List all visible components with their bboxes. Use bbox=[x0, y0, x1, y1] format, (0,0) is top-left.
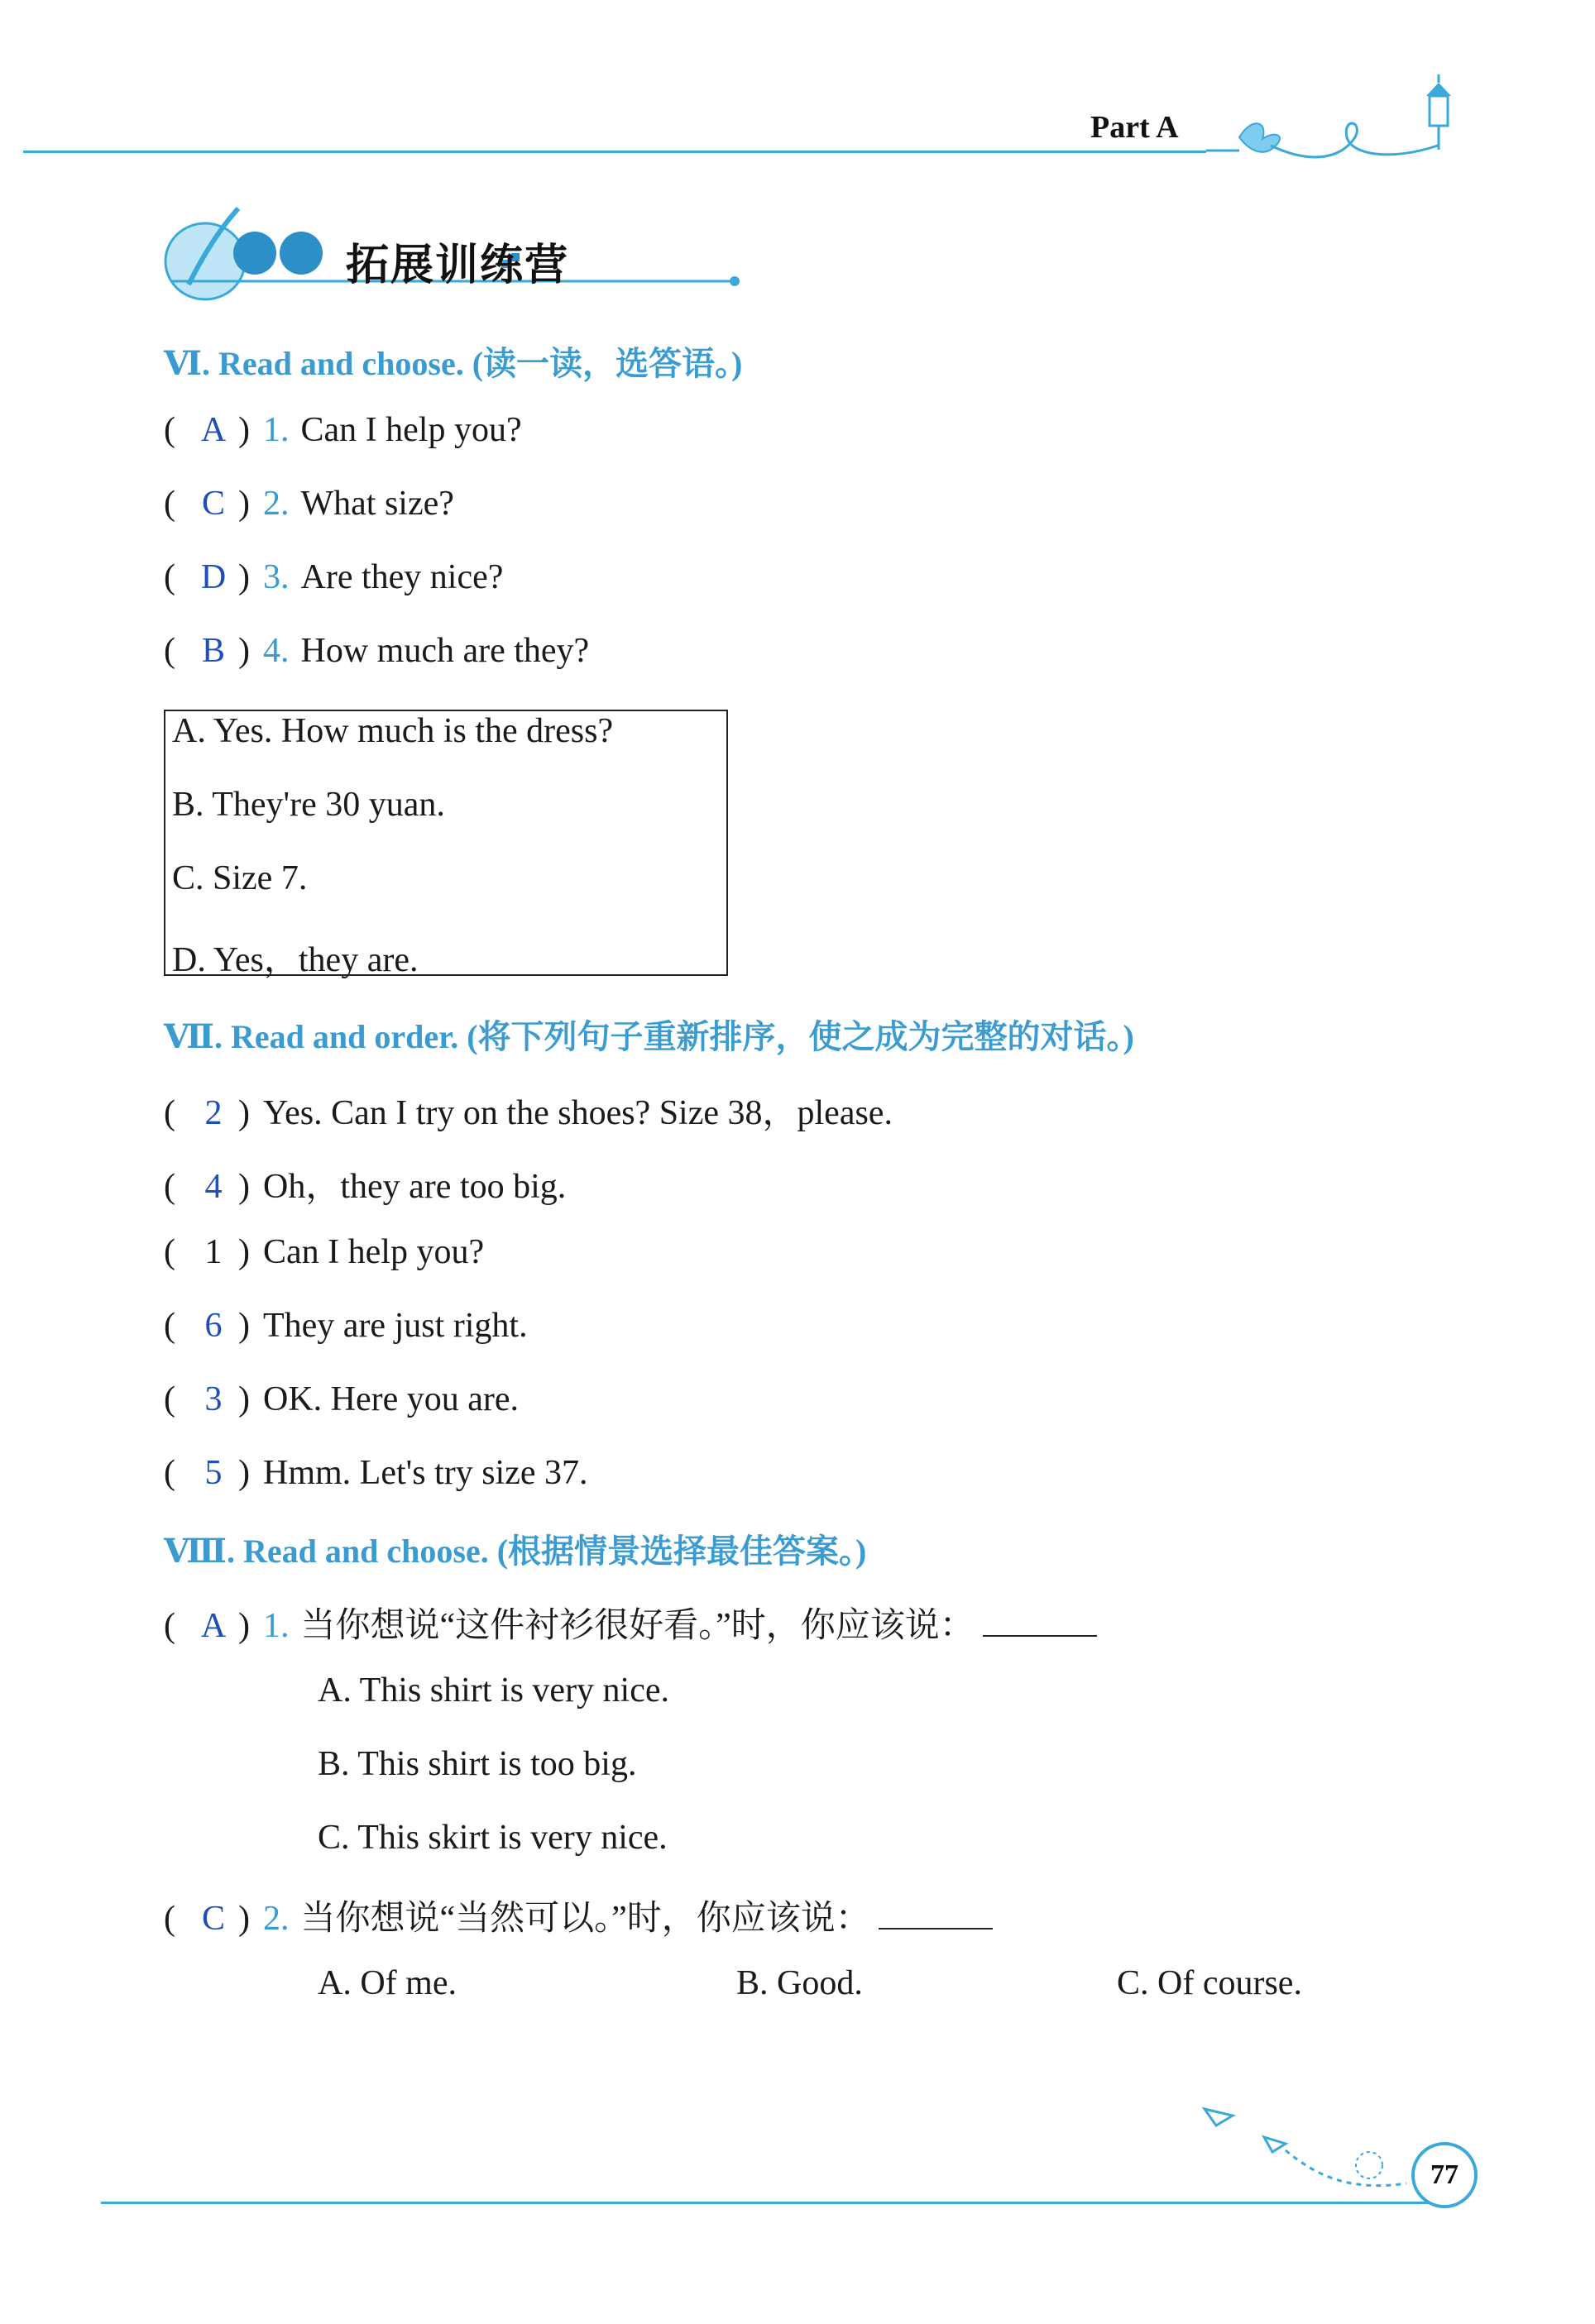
answer-blank bbox=[879, 1900, 993, 1929]
section7-item-4: ( 6 ) They are just right. bbox=[164, 1307, 528, 1345]
q1-option-c: C. This skirt is very nice. bbox=[318, 1819, 668, 1857]
section7-item-6: ( 5 ) Hmm. Let's try size 37. bbox=[164, 1454, 588, 1492]
q2-option-b: B. Good. bbox=[736, 1964, 863, 2002]
answer: B bbox=[201, 632, 225, 670]
banner-title: 拓展训练营 bbox=[346, 242, 570, 289]
section6-item-1: ( A ) 1. Can I help you? bbox=[164, 411, 522, 449]
q2-option-c: C. Of course. bbox=[1117, 1964, 1302, 2002]
answer: 1 bbox=[204, 1233, 223, 1271]
answer: 5 bbox=[204, 1454, 223, 1492]
section7-item-2: ( 4 ) Oh，they are too big. bbox=[164, 1168, 567, 1206]
section8-heading: Ⅷ. Read and choose. (根据情景选择最佳答案。) bbox=[164, 1533, 867, 1570]
answer: 3 bbox=[204, 1380, 223, 1418]
answer: 4 bbox=[204, 1168, 223, 1206]
section6-item-3: ( D ) 3. Are they nice? bbox=[164, 558, 504, 596]
answer: C bbox=[201, 485, 225, 523]
answer: 2 bbox=[204, 1094, 223, 1132]
q1-option-b: B. This shirt is too big. bbox=[318, 1745, 637, 1783]
section6-item-2: ( C ) 2. What size? bbox=[164, 485, 454, 523]
section6-heading: Ⅵ. Read and choose. (读一读，选答语。) bbox=[164, 345, 743, 382]
section7-item-3: ( 1 ) Can I help you? bbox=[164, 1233, 485, 1271]
answer: D bbox=[200, 558, 227, 596]
section8-question-2: ( C ) 2. 当你想说“当然可以。”时，你应该说： bbox=[164, 1891, 993, 1940]
option-c: C. Size 7. bbox=[172, 859, 308, 897]
q2-option-a: A. Of me. bbox=[318, 1964, 457, 2002]
answer: A bbox=[200, 411, 227, 449]
option-a: A. Yes. How much is the dress? bbox=[172, 712, 614, 750]
section7-heading: Ⅶ. Read and order. (将下列句子重新排序，使之成为完整的对话。) bbox=[164, 1018, 1134, 1055]
header-divider bbox=[23, 151, 1206, 153]
section7-item-1: ( 2 ) Yes. Can I try on the shoes? Size 38，please. bbox=[164, 1094, 893, 1132]
section8-question-1: ( A ) 1. 当你想说“这件衬衫很好看。”时，你应该说： bbox=[164, 1598, 1097, 1647]
answer-blank bbox=[983, 1607, 1097, 1637]
page-number: 77 bbox=[1411, 2142, 1478, 2208]
part-label: Part A bbox=[1090, 110, 1179, 145]
footer-divider bbox=[101, 2202, 1441, 2204]
section6-item-4: ( B ) 4. How much are they? bbox=[164, 632, 590, 670]
section7-item-5: ( 3 ) OK. Here you are. bbox=[164, 1380, 520, 1418]
option-b: B. They're 30 yuan. bbox=[172, 786, 445, 824]
q1-option-a: A. This shirt is very nice. bbox=[318, 1671, 670, 1710]
answer: A bbox=[200, 1607, 227, 1645]
option-d: D. Yes，they are. bbox=[172, 941, 419, 979]
answer: 6 bbox=[204, 1307, 223, 1345]
answer: C bbox=[201, 1900, 225, 1938]
bird-dashes-decoration-icon bbox=[1200, 2101, 1415, 2200]
butterfly-lamp-decoration-icon bbox=[1206, 71, 1471, 162]
